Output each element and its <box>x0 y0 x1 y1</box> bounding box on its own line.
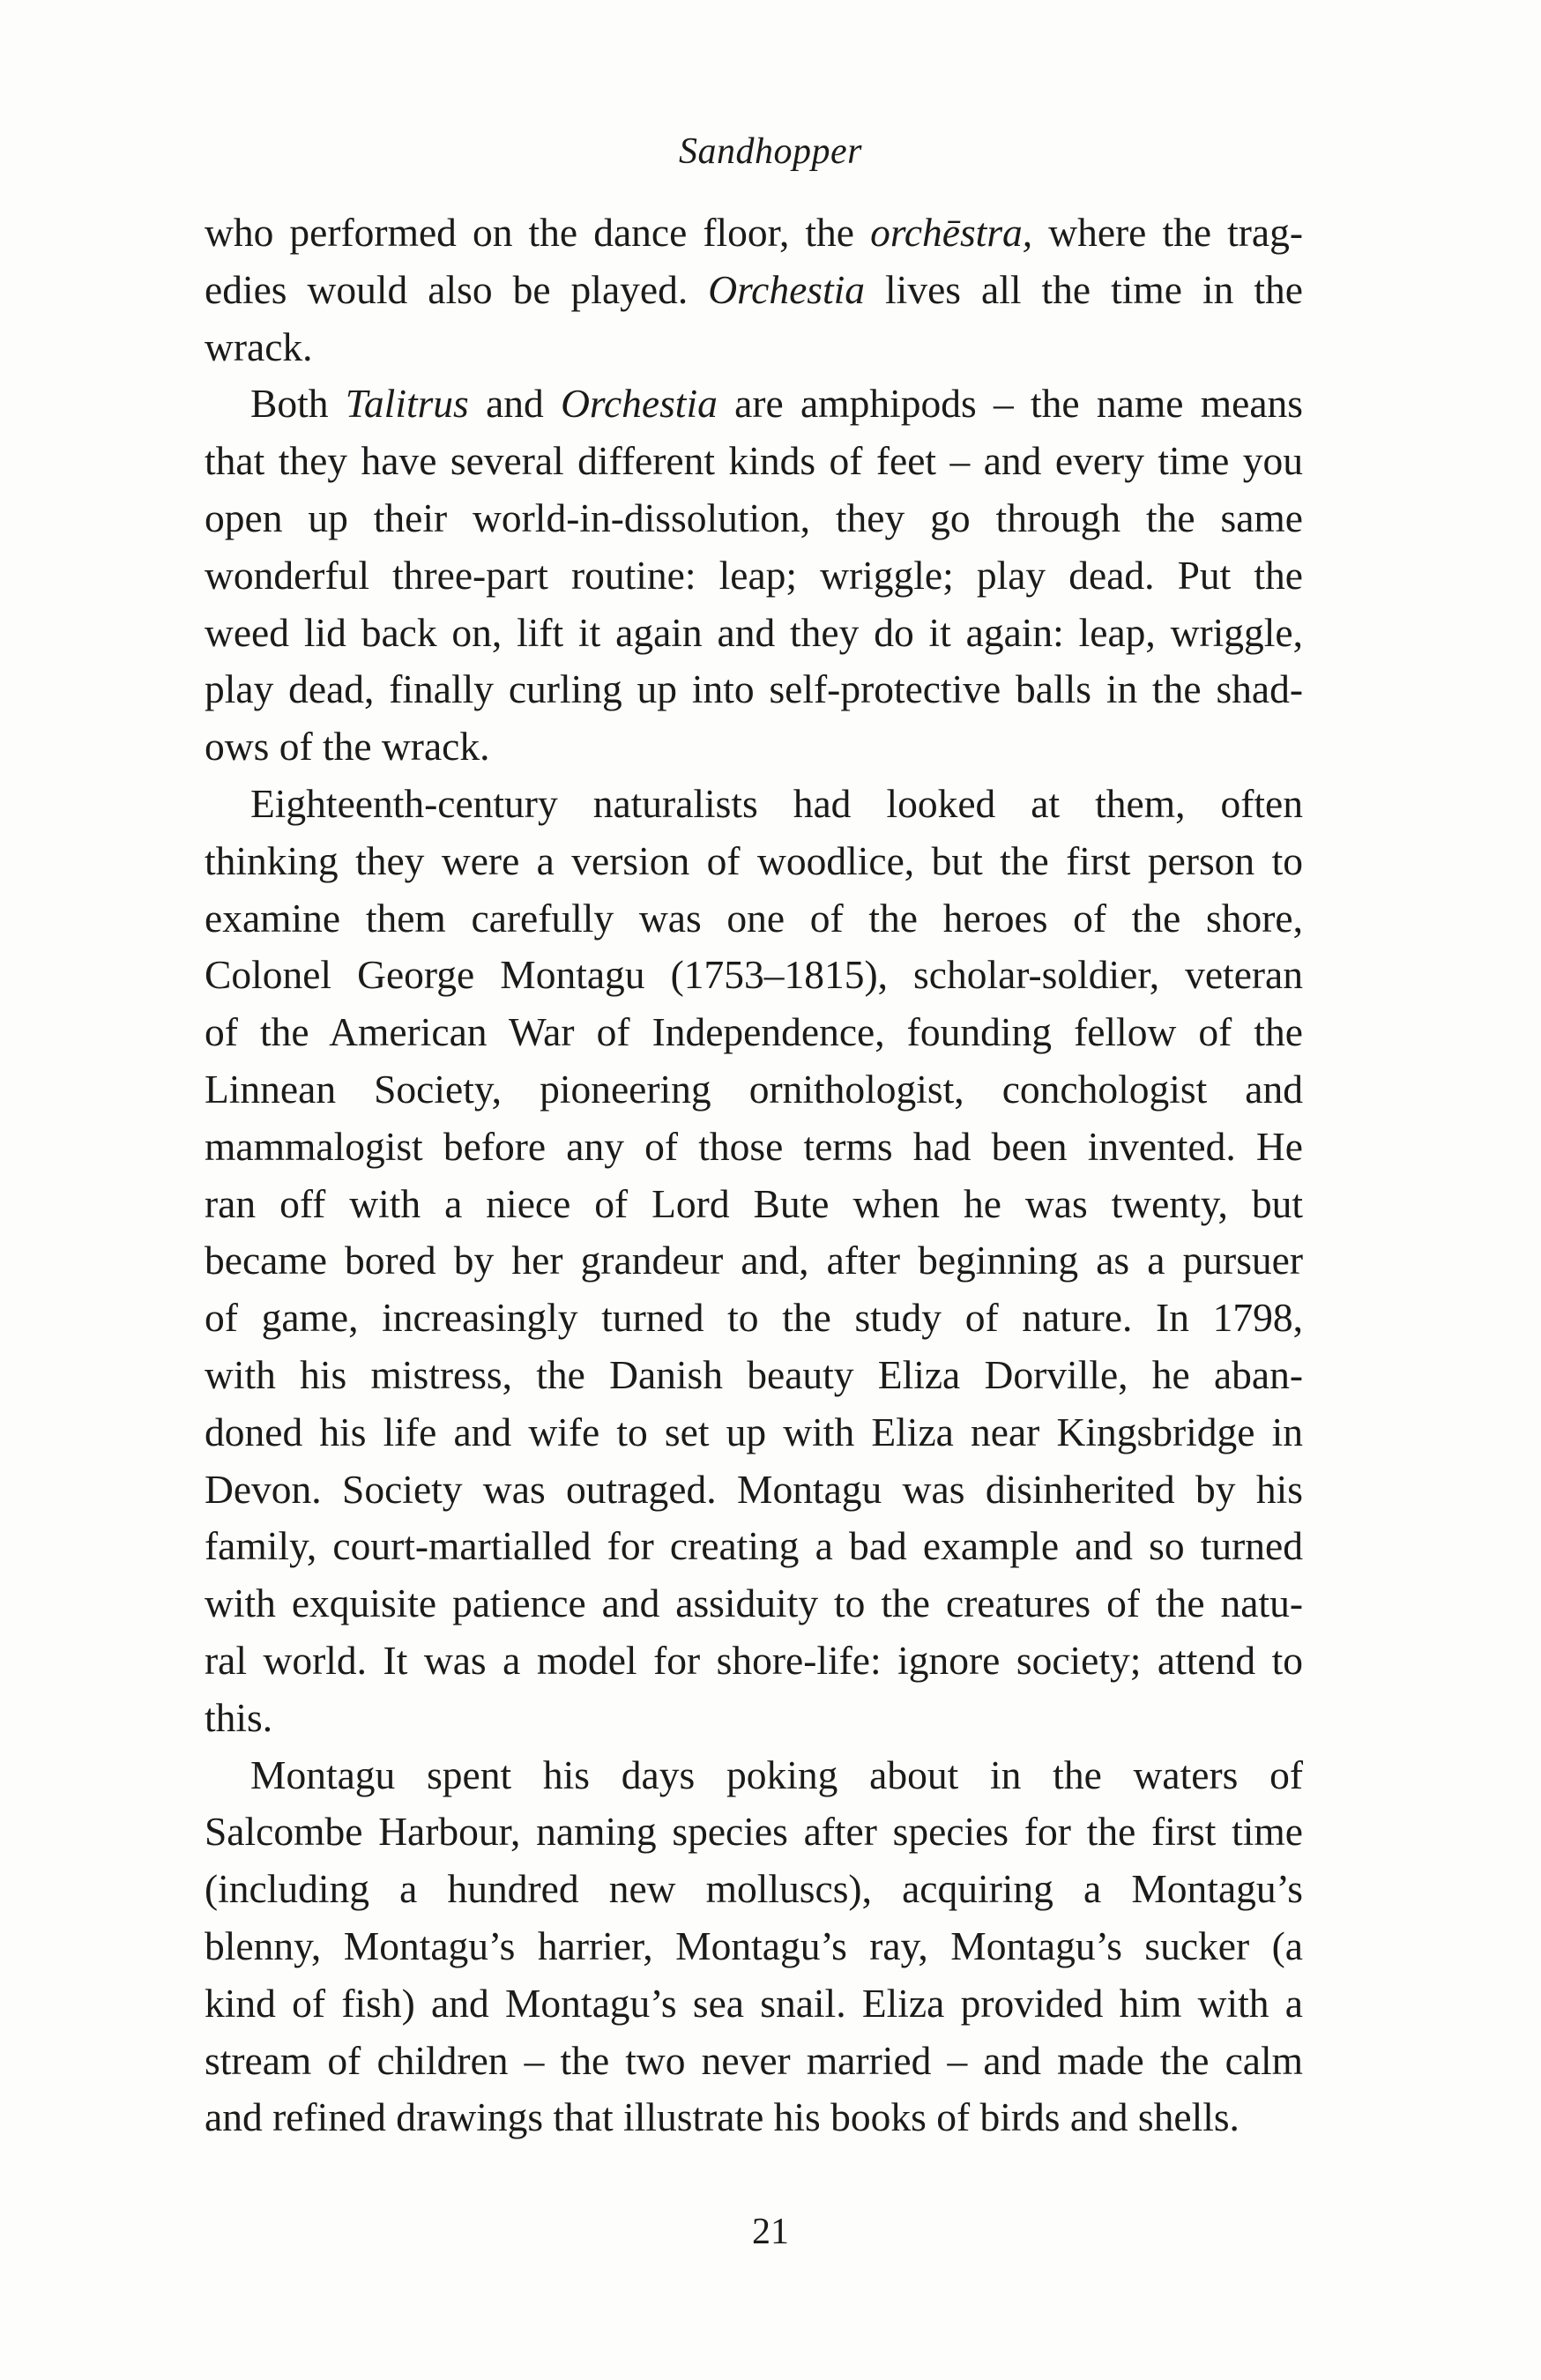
text-line: ral world. It was a model for shore-life: ignore society; attend to <box>205 1637 1303 1683</box>
text-line: family, court-martialled for creating a bad example and so turned <box>205 1523 1303 1569</box>
text-line: thinking they were a version of woodlice, but the first person to <box>205 837 1303 883</box>
text-line: this. <box>205 1694 273 1740</box>
body-text <box>205 205 1303 2146</box>
text-line: kind of fish) and Montagu’s sea snail. Eliza provided him with a <box>205 1980 1303 2026</box>
text-line: play dead, finally curling up into self-protective balls in the shad- <box>205 666 1303 712</box>
text-line: (including a hundred new molluscs), acquiring a Montagu’s <box>205 1866 1303 1912</box>
text-line: Montagu spent his days poking about in the waters of <box>250 1752 1303 1797</box>
italic-term: orchēstra, <box>870 210 1033 255</box>
text-line: stream of children – the two never married – and made the calm <box>205 2037 1303 2083</box>
text-line: ran off with a niece of Lord Bute when he was twenty, but <box>205 1180 1303 1226</box>
text-line: with his mistress, the Danish beauty Eliza Dorville, he aban- <box>205 1351 1303 1397</box>
text-line: Colonel George Montagu (1753–1815), scholar-soldier, veteran <box>205 952 1303 998</box>
text-line: with exquisite patience and assiduity to the creatures of the natu- <box>205 1580 1303 1626</box>
page-number: 21 <box>752 2212 789 2252</box>
text-line: wrack. <box>205 324 313 369</box>
text-line: who performed on the dance floor, the orchēstra, where the trag- <box>205 210 1303 255</box>
text-line: blenny, Montagu’s harrier, Montagu’s ray, Montagu’s sucker (a <box>205 1923 1303 1968</box>
italic-term: Orchestia <box>561 381 718 427</box>
text-line: examine them carefully was one of the heroes of the shore, <box>205 895 1303 941</box>
text-line: became bored by her grandeur and, after beginning as a pursuer <box>205 1238 1303 1283</box>
text-line: that they have several different kinds of feet – and every time you <box>205 438 1303 484</box>
text-line: Both Talitrus and Orchestia are amphipods – the name means <box>250 381 1303 427</box>
running-head: Sandhopper <box>679 131 862 172</box>
paragraph <box>205 205 1303 376</box>
text-line: ows of the wrack. <box>205 724 490 770</box>
paragraph <box>205 1747 1303 2147</box>
text-line: mammalogist before any of those terms had been invented. He <box>205 1123 1303 1169</box>
italic-term: Talitrus <box>345 381 469 427</box>
text-line: open up their world-in-dissolution, they go through the same <box>205 495 1303 540</box>
text-line: of the American War of Independence, founding fellow of the <box>205 1009 1303 1055</box>
text-line: Devon. Society was outraged. Montagu was disinherited by his <box>205 1466 1303 1512</box>
text-line: Salcombe Harbour, naming species after species for the first time <box>205 1809 1303 1855</box>
text-line: of game, increasingly turned to the study of nature. In 1798, <box>205 1295 1303 1341</box>
italic-term: Orchestia <box>708 266 866 312</box>
text-line: wonderful three-part routine: leap; wriggle; play dead. Put the <box>205 552 1303 598</box>
text-line: doned his life and wife to set up with Eliza near Kingsbridge in <box>205 1409 1303 1454</box>
text-line: Linnean Society, pioneering ornithologist, conchologist and <box>205 1066 1303 1112</box>
text-line: edies would also be played. Orchestia lives all the time in the <box>205 266 1303 312</box>
paragraph <box>205 376 1303 776</box>
paragraph <box>205 776 1303 1747</box>
text-line: and refined drawings that illustrate his books of birds and shells. <box>205 2094 1240 2140</box>
text-line: weed lid back on, lift it again and they do it again: leap, wriggle, <box>205 609 1303 655</box>
text-line: Eighteenth-century naturalists had looked at them, often <box>250 780 1303 826</box>
